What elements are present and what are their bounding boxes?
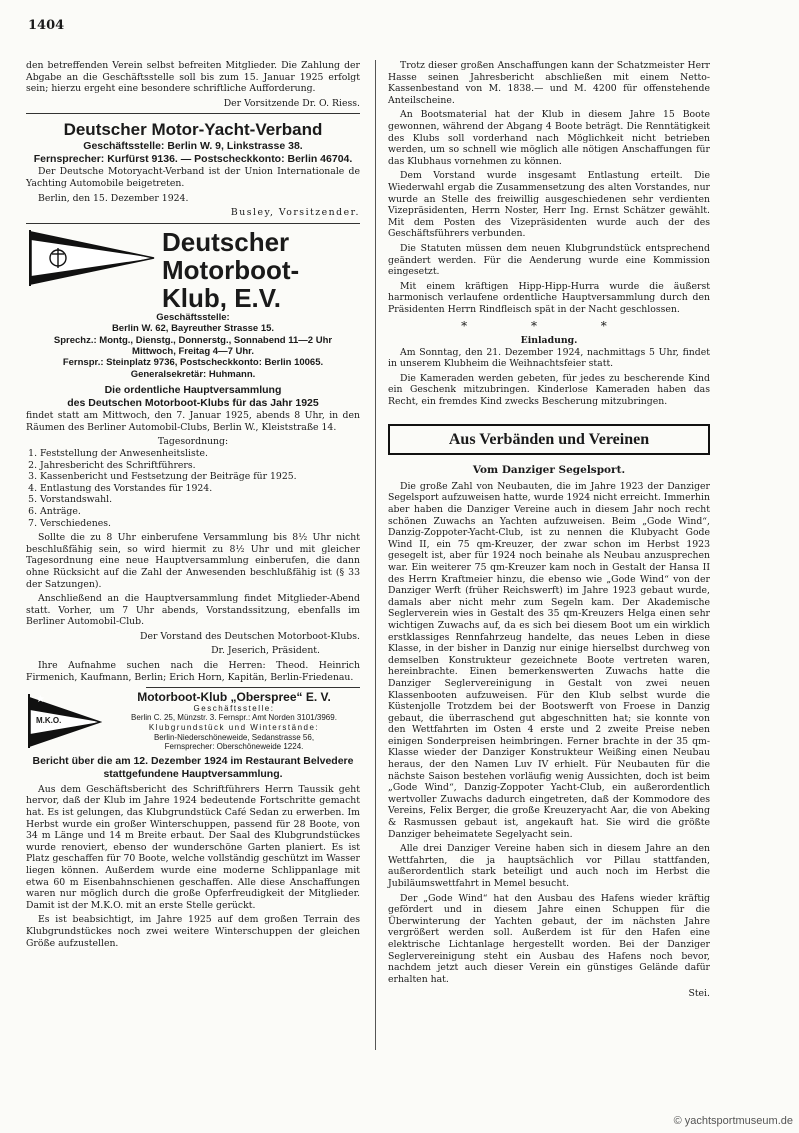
invite-paragraph: Am Sonntag, den 21. Dezember 1924, nachmittags 5 Uhr, findet in unserem Klubheim die Weihnachtsfeier statt. bbox=[388, 346, 710, 370]
mko-grounds-phone: Fernsprecher: Oberschöneweide 1224. bbox=[164, 742, 304, 752]
mko-flag-text: M.K.O. bbox=[36, 716, 62, 726]
left-column bbox=[26, 60, 360, 952]
watermark: © yachtsportmuseum.de bbox=[673, 1115, 793, 1127]
dmk-heading-1: Die ordentliche Hauptversammlung bbox=[104, 384, 282, 397]
mko-heading: Bericht über die am 12. Dezember 1924 im Restaurant Belvedere stattgefundene Hauptversammlung. bbox=[32, 754, 354, 780]
mko-paragraph: Es ist beabsichtigt, im Jahre 1925 auf dem großen Terrain des Klubgrundstückes noch zwei weitere Winterschuppen der gleichen Größe aufzustellen. bbox=[26, 914, 360, 949]
dmk-name-line1: Deutscher bbox=[162, 226, 290, 257]
list-item: 1. Feststellung der Anwesenheitsliste. bbox=[40, 448, 360, 460]
column-divider bbox=[375, 60, 376, 1050]
invite-title: Einladung. bbox=[520, 335, 578, 347]
dmk-phone: Fernspr.: Steinplatz 9736, Postscheckkonto: Berlin 10065. bbox=[62, 357, 324, 369]
dmk-secretary: Generalsekretär: Huhmann. bbox=[130, 368, 256, 380]
dmk-hours-2: Mittwoch, Freitag 4—7 Uhr. bbox=[132, 345, 254, 357]
dmyv-phone: Fernsprecher: Kurfürst 9136. — Postscheckkonto: Berlin 46704. bbox=[33, 153, 353, 166]
svg-text:★: ★ bbox=[36, 694, 45, 706]
list-item: 4. Entlastung des Vorstandes für 1924. bbox=[40, 483, 360, 495]
dmk-agenda bbox=[40, 448, 360, 529]
dmk-hours-1: Sprechz.: Montg., Dienstg., Donnerstg., Sonnabend 11—2 Uhr bbox=[53, 334, 333, 346]
intro-signature: Der Vorsitzende Dr. O. Riess. bbox=[223, 97, 360, 109]
section-stars: * * * bbox=[461, 319, 637, 334]
section-title: Aus Verbänden und Vereinen bbox=[388, 424, 710, 456]
page-number: 1404 bbox=[28, 18, 65, 33]
dmk-invite: findet statt am Mittwoch, den 7. Januar 1925, abends 8 Uhr, in den Räumen des Berliner Automobil-Clubs, Berlin W., Kleiststraße 14. bbox=[26, 410, 360, 433]
dmk-sign-1: Der Vorstand des Deutschen Motorboot-Klubs. bbox=[140, 630, 360, 642]
divider bbox=[26, 223, 360, 224]
dmk-paragraph: Sollte die zu 8 Uhr einberufene Versammlung bis 8½ Uhr nicht beschlußfähig sein, so wird hiermit zu 8½ Uhr und mit gleicher Tagesordnung eine neue Hauptversammlung einberufen, die dann ohne Rücksicht auf die Zahl der Anwesenden beschlußfähig ist (§ 33 der Satzungen). bbox=[26, 532, 360, 590]
danzig-paragraph: Der „Gode Wind“ hat den Ausbau des Hafens wieder kräftig gefördert und in diesem Jahre einen Schuppen für die Überwinterung der Yachten gebaut, der im nächsten Jahre vergrößert werden soll. Außerdem ist für den Hafen eine elektrische Lichtanlage hergestellt worden. Bei der Danziger Seglervereinigung steht ein Ausbau des Hafens noch bevor, nachdem jetzt auch dieser Verein ein günstiges Gelände dafür erhalten hat. bbox=[388, 892, 710, 985]
dmk-office-label: Geschäftsstelle: bbox=[156, 311, 230, 323]
dmyv-text: Der Deutsche Motoryacht-Verband ist der Union Internationale de Yachting Automobile beigetreten. bbox=[26, 166, 360, 189]
dmk-office: Berlin W. 62, Bayreuther Strasse 15. bbox=[111, 323, 275, 335]
dmyv-date: Berlin, den 15. Dezember 1924. bbox=[38, 192, 189, 204]
list-item: 2. Jahresbericht des Schriftführers. bbox=[40, 460, 360, 472]
report-paragraph: Dem Vorstand wurde insgesamt Entlastung erteilt. Die Wiederwahl ergab die Zusammensetzung des alten Vorstandes, nur wurde an Stelle des freiwillig ausgeschiedenen sehr verdienten Vizepräsidenten, Herrn Noster, Herr Ing. Ernst Schätzer gewählt. Mit dem Posten des Vizepräsidenten wurde auch der des Geschäftsführers verbunden. bbox=[388, 170, 710, 240]
dmyv-office: Geschäftsstelle: Berlin W. 9, Linkstrasse 38. bbox=[83, 140, 303, 153]
danzig-signoff: Stei. bbox=[688, 988, 710, 1000]
mko-grounds: Berlin-Niederschöneweide, Sedanstrasse 56, bbox=[153, 732, 315, 742]
mko-paragraph: Aus dem Geschäftsbericht des Schriftführers Herrn Taussik geht hervor, daß der Klub im Jahre 1924 bedeutende Fortschritte gemacht hat. Es ist gelungen, das Klubgrundstück Café Sedan zu erwerben. Im Herbst wurde ein großer Winterschuppen, passend für 28 Boote, von 34 m Länge und 14 m Breite erbaut. Der Saal des Klubgrundstückes wurde renoviert, ebenso der wunderschöne Garten planiert. Es ist Platz geschaffen für 70 Boote, welche vollständig geschützt im Wasser liegen können. Außerdem wurde eine moderne Schlippanlage mit etwa 60 m Eisenbahnschienen geschaffen. Alle diese Anschaffungen waren nur möglich durch die große Opferfreudigkeit der Mitglieder. Damit ist der M.K.O. mit an erste Stelle gerückt. bbox=[26, 783, 360, 911]
dmk-header bbox=[26, 228, 360, 312]
mko-title: Motorboot-Klub „Oberspree“ E. V. bbox=[137, 690, 331, 705]
report-paragraph: Mit einem kräftigen Hipp-Hipp-Hurra wurde die äußerst harmonisch verlaufene ordentliche Hauptversammlung durch den Präsidenten Herrn Rindfleisch spät in der Nacht geschlossen. bbox=[388, 280, 710, 315]
divider bbox=[146, 687, 360, 688]
report-paragraph: An Bootsmaterial hat der Klub in diesem Jahre 15 Boote gewonnen, während der Abgang 4 Boote beträgt. Die Renntätigkeit des Klubs soll vorderhand nach Möglichkeit nicht betrieben werden, um so schnell wie möglich alle nötigen Anschaffungen für das Klubhaus vornehmen zu können. bbox=[388, 109, 710, 167]
invite-paragraph: Die Kameraden werden gebeten, für jedes zu bescherende Kind ein Geschenk mitzubringen. Kinderlose Kameraden haben das Recht, ein fremdes Kind zwecks Bescherung mitzubringen. bbox=[388, 372, 710, 408]
dmk-paragraph: Anschließend an die Hauptversammlung findet Mitglieder-Abend statt. Vorher, um 7 Uhr abends, Vorstandssitzung, ebenfalls im Berliner Automobil-Club. bbox=[26, 593, 360, 628]
dmyv-title: Deutscher Motor-Yacht-Verband bbox=[63, 120, 323, 140]
danzig-paragraph: Die große Zahl von Neubauten, die im Jahre 1923 der Danziger Segelsport aufzuweisen hatte, wurde 1924 nicht erreicht. Immerhin aber haben die Danziger Vereine auch in diesem Jahr noch recht schönen Zuwachs an Yachten aufzuweisen. Beim „Gode Wind“, Danzig-Zoppoter-Yacht-Club, ist zu nennen die Klubyacht Gode Wind II, ein 75 qm-Kreuzer, der zwar schon im Herbst 1923 gesegelt ist, aber für 1924 noch beinahe als Neubau anzusprechen war. Ein weiterer 75 qm-Kreuzer kam noch in Gestalt der Hansa II des Herrn Kraftmeier hinzu, die ebenso wie „Gode Wind“ von der Danziger Werft (früher Reichswerft) im Jahre 1923 gebaut wurde, damals aber nicht mehr zum Segeln kam. Der Akademische Seglerverein wies in Gestalt des 35 qm-Kreuzers Helga einen sehr wichtigen Zuwachs auf, da es sich bei diesem Boot um ein wirklich erstklassiges Rennfahrzeug handelte, das neues Leben in diese Klasse, in der bisher in Danzig nur einige hierselbst durchweg von demselben Konstrukteur gezeichnete Boote vertreten waren, hereinbrachte. Einen bemerkenswerten Zuwachs hatte die Danziger Seglervereinigung in Gestalt von zwei neuen Klassenbooten aufzuweisen. Für den Klub selbst wurde die Küstenjolle Trotzdem bei der Bootswerft von Froese in Danzig gebaut, die überraschend gut abgeschnitten hat; sie konnte von den Wettfahrten im Osten 4 erste und 2 zweite Preise neben einigen Sonderpreisen heimbringen. Ferner brachte in der 35 qm-Klasse wieder der Danziger Konstrukteur Weißing einen Neubau heraus, der den Namen Luv IV erhielt. Für Neubauten für die nächste Saison bestehen vorläufig wenig Aussichten, doch ist beim „Gode Wind“, Danzig-Zoppoter Yacht-Club, ein außerordentlich wertvoller Zuwachs dadurch eingetreten, daß der Kommodore des Vereins, Felix Berger, die große Kreuzeryacht Aar, die von Abeking & Rasmussen gebaut ist, angekauft hat. Sie wird die größte Danziger beheimatete Segelyacht sein. bbox=[388, 480, 710, 840]
danzig-title: Vom Danziger Segelsport. bbox=[472, 464, 626, 477]
mko-header bbox=[26, 692, 360, 752]
report-paragraph: Die Statuten müssen dem neuen Klubgrundstück entsprechend geändert werden. Für die Aenderung wurde eine Kommission eingesetzt. bbox=[388, 242, 710, 278]
dmyv-signature: Busley, Vorsitzender. bbox=[230, 207, 360, 219]
dmk-paragraph: Ihre Aufnahme suchen nach die Herren: Theod. Heinrich Firmenich, Kaufmann, Berlin; Erich Horn, Kapitän, Berlin-Friedenau. bbox=[26, 660, 360, 683]
list-item: 6. Anträge. bbox=[40, 506, 360, 518]
mko-grounds-label: Klubgrundstück und Winterstände: bbox=[148, 723, 320, 733]
list-item: 3. Kassenbericht und Festsetzung der Beiträge für 1925. bbox=[40, 471, 360, 483]
report-paragraph: Trotz dieser großen Anschaffungen kann der Schatzmeister Herr Hasse seinen Jahresbericht abschließen mit einem Netto-Kassenbestand von M. 1838.— und M. 4200 für offenstehende Anteilscheine. bbox=[388, 60, 710, 106]
intro-text: den betreffenden Verein selbst befreiten Mitglieder. Die Zahlung der Abgabe an die Geschäftsstelle soll bis zum 15. Januar 1925 erfolgt sein; hierzu ergeht eine besondere schriftliche Aufforderung. bbox=[26, 60, 360, 95]
dmk-pennant-icon bbox=[26, 228, 156, 312]
mko-office: Berlin C. 25, Münzstr. 3. Fernspr.: Amt Norden 3101/3969. bbox=[131, 713, 337, 723]
mko-pennant-icon bbox=[26, 692, 102, 752]
dmk-heading-2: des Deutschen Motorboot-Klubs für das Jahr 1925 bbox=[67, 397, 319, 410]
danzig-paragraph: Alle drei Danziger Vereine haben sich in diesem Jahre an den Wettfahrten, die ja hauptsächlich vor Pillau stattfanden, außerordentlich stark beteiligt und auch noch im Herbst die Jubiläumswettfahrt in Memel besucht. bbox=[388, 843, 710, 889]
dmk-sign-2: Dr. Jeserich, Präsident. bbox=[211, 645, 320, 657]
divider bbox=[26, 113, 360, 114]
list-item: 7. Verschiedenes. bbox=[40, 518, 360, 530]
list-item: 5. Vorstandswahl. bbox=[40, 494, 360, 506]
dmk-name-line2: Motorboot-Klub, E.V. bbox=[162, 254, 300, 313]
right-column bbox=[388, 60, 710, 1003]
mko-office-label: Geschäftsstelle: bbox=[193, 703, 275, 713]
dmk-agenda-title: Tagesordnung: bbox=[157, 436, 229, 448]
